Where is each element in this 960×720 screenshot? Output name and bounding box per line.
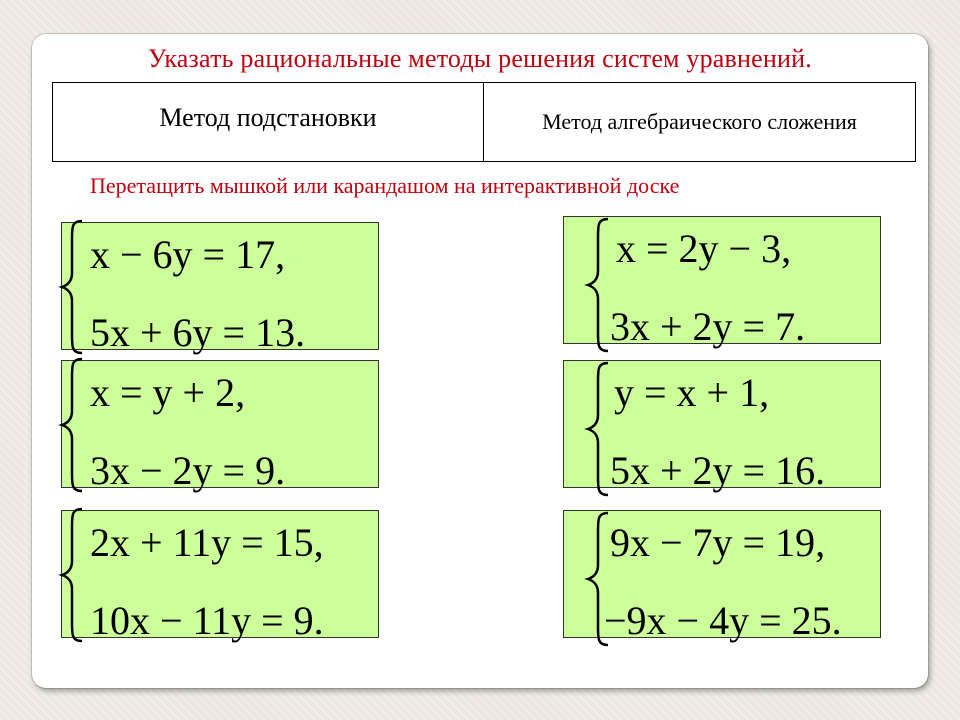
system-card[interactable]: [563, 216, 881, 349]
system-card[interactable]: [61, 222, 379, 355]
equation-2: 5x + 2y = 16.: [610, 448, 826, 493]
drag-instruction: Перетащить мышкой или карандашом на интерактивной доске: [90, 173, 680, 198]
substitution-method-label: Метод подстановки: [159, 103, 377, 132]
equation-2: 3x − 2y = 9.: [90, 448, 286, 493]
methods-table: [52, 82, 916, 162]
substitution-method-target[interactable]: [53, 83, 484, 161]
system-card[interactable]: [61, 360, 379, 493]
equation-1: 9x − 7y = 19,: [610, 520, 826, 565]
equation-2: −9x − 4y = 25.: [604, 598, 842, 643]
equation-2: 5x + 6y = 13.: [90, 310, 306, 355]
equation-2: 10x − 11y = 9.: [90, 598, 324, 643]
equation-1: 2x + 11y = 15,: [90, 520, 324, 565]
system-card[interactable]: [563, 510, 881, 643]
equation-2: 3x + 2y = 7.: [610, 304, 806, 349]
equation-1: x = y + 2,: [90, 370, 246, 415]
algebraic-addition-method-label: Метод алгебраического сложения: [542, 109, 857, 134]
equation-1: y = x + 1,: [614, 370, 770, 415]
algebraic-addition-method-target[interactable]: [484, 83, 915, 161]
equation-1: x − 6y = 17,: [90, 232, 286, 277]
system-card[interactable]: [563, 360, 881, 493]
slide-title: Указать рациональные методы решения систем уравнений.: [148, 44, 812, 73]
system-card[interactable]: [61, 510, 379, 643]
equation-1: x = 2y − 3,: [616, 226, 792, 271]
